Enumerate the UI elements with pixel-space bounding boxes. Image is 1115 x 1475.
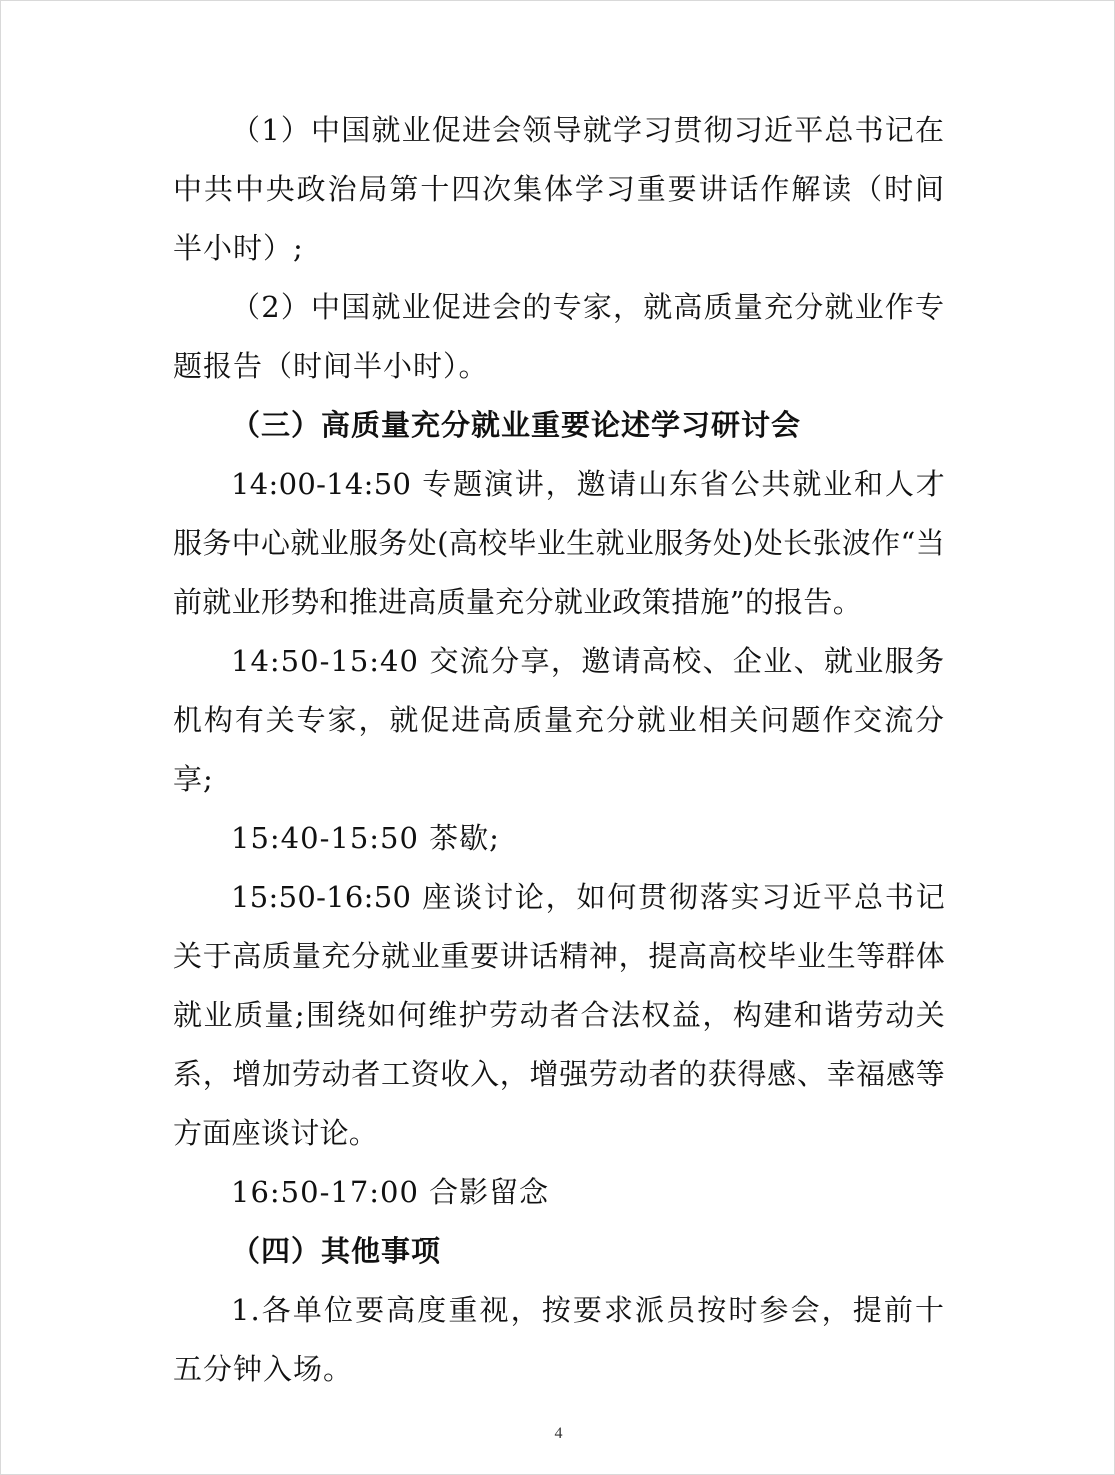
paragraph-item-1-leader-reading: （1）中国就业促进会领导就学习贯彻习近平总书记在中共中央政治局第十四次集体学习重要讲话作解读（时间半小时）; — [173, 113, 945, 265]
paragraph-schedule-sharing: 14:50-15:40 交流分享，邀请高校、企业、就业服务机构有关专家，就促进高质量充分就业相关问题作交流分享; — [173, 644, 945, 796]
paragraph-schedule-group-photo: 16:50-17:00 合影留念 — [231, 1175, 550, 1209]
page-number: 4 — [554, 1425, 563, 1442]
paragraph-other-item-1: 1.各单位要高度重视，按要求派员按时参会，提前十五分钟入场。 — [173, 1293, 945, 1386]
paragraph-schedule-discussion: 15:50-16:50 座谈讨论，如何贯彻落实习近平总书记关于高质量充分就业重要讲话精神，提高高校毕业生等群体就业质量;围绕如何维护劳动者合法权益，构建和谐劳动关系，增加劳动者工资收入，增强劳动者的获得感、幸福感等方面座谈讨论。 — [173, 880, 945, 1150]
document-body — [173, 101, 945, 1399]
paragraph-schedule-keynote: 14:00-14:50 专题演讲，邀请山东省公共就业和人才服务中心就业服务处(高校毕业生就业服务处)处长张波作“当前就业形势和推进高质量充分就业政策措施”的报告。 — [173, 467, 945, 619]
section-heading-seminar: （三）高质量充分就业重要论述学习研讨会 — [231, 408, 802, 442]
paragraph-schedule-tea-break: 15:40-15:50 茶歇; — [231, 821, 500, 855]
paragraph-item-2-expert-report: （2）中国就业促进会的专家，就高质量充分就业作专题报告（时间半小时）。 — [173, 290, 945, 383]
section-heading-other-matters: （四）其他事项 — [231, 1234, 442, 1268]
